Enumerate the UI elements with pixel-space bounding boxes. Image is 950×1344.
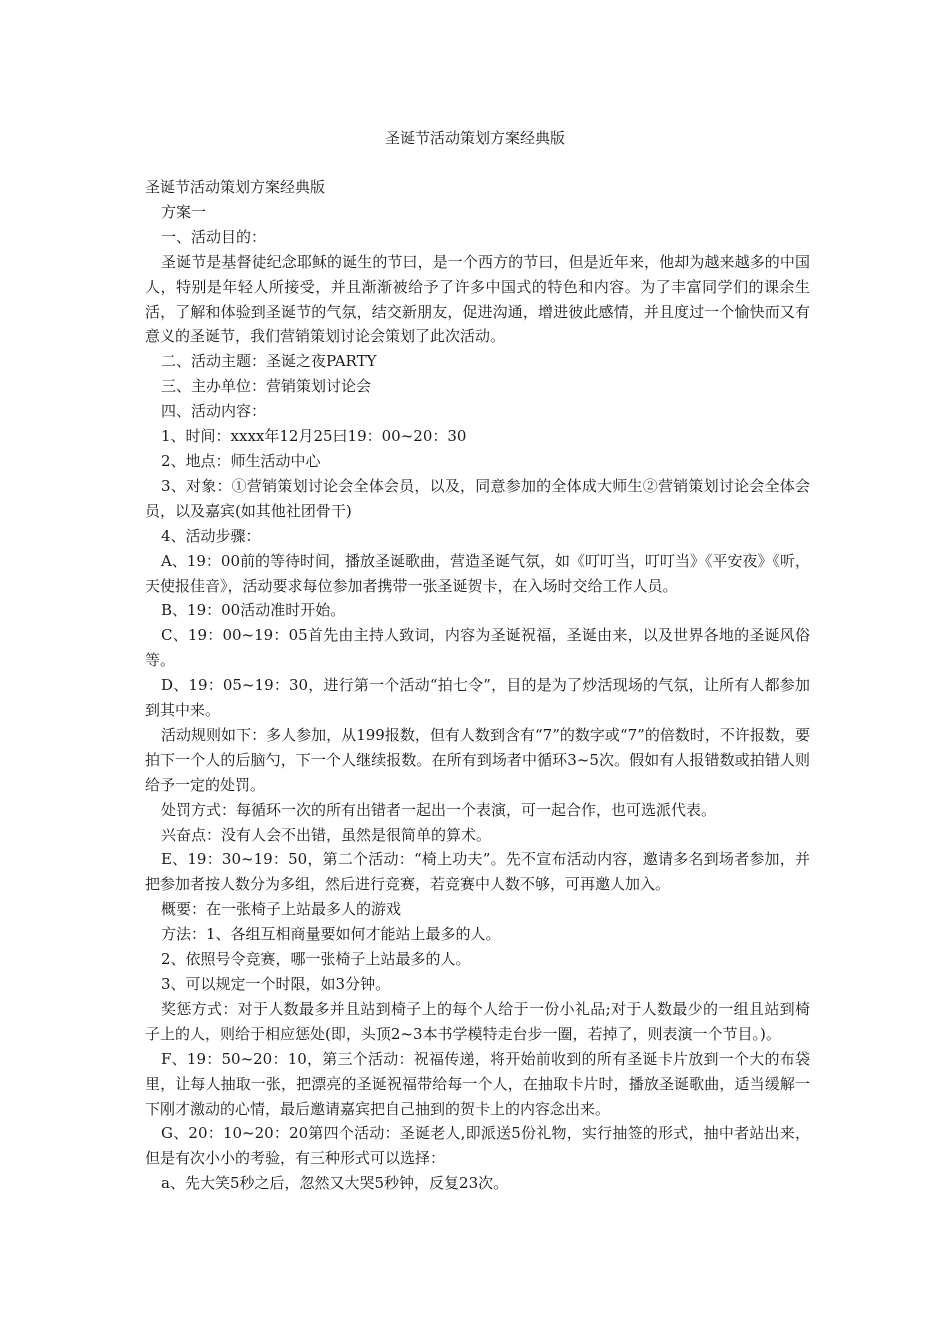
paragraph: 概要：在一张椅子上站最多人的游戏	[161, 900, 402, 919]
paragraph: 2、依照号令竞赛，哪一张椅子上站最多的人。	[161, 950, 471, 969]
paragraph: G、20：10~20：20第四个活动：圣诞老人,即派送5份礼物，实行抽签的形式，抽中者站出来，但是有次小小的考验，有三种形式可以选择：	[145, 1124, 810, 1168]
paragraph: 圣诞节是基督徒纪念耶稣的诞生的节曰，是一个西方的节曰，但是近年来，他却为越来越多的中国人，特别是年轻人所接受，并且渐渐被给予了许多中国式的特色和内容。为了丰富同学们的课余生活，了解和体验到圣诞节的气氛，结交新朋友，促进沟通，增进彼此感情，并且度过一个愉快而又有意义的圣诞节，我们营销策划讨论会策划了此次活动。	[145, 252, 810, 346]
paragraph: B、19：00活动准时开始。	[161, 601, 346, 620]
document-title: 圣诞节活动策划方案经典版	[384, 129, 565, 147]
paragraph: A、19：00前的等待时间，播放圣诞歌曲，营造圣诞气氛，如《叮叮当，叮叮当》《平安夜》《听，天使报佳音》，活动要求每位参加者携带一张圣诞贺卡，在入场时交给工作人员。	[145, 551, 811, 595]
paragraph: 2、地点：师生活动中心	[161, 451, 321, 470]
paragraph: 四、活动内容：	[161, 402, 267, 421]
paragraph: C、19：00~19：05首先由主持人致词，内容为圣诞祝福，圣诞由来，以及世界各地的圣诞风俗等。	[145, 626, 810, 670]
paragraph: a、先大笑5秒之后，忽然又大哭5秒钟，反复23次。	[161, 1174, 509, 1193]
document-body	[145, 175, 810, 1196]
paragraph: 活动规则如下：多人参加，从199报数，但有人数到含有“7”的数字或“7”的倍数时，不许报数，要拍下一个人的后脑勺，下一个人继续报数。在所有到场者中循环3~5次。假如有人报错数或拍错人则给予一定的处罚。	[145, 725, 810, 794]
paragraph: 兴奋点：没有人会不出错，虽然是很简单的算术。	[161, 825, 492, 844]
paragraph: E、19：30~19：50，第二个活动：“椅上功夫”。先不宣布活动内容，邀请多名到场者参加，并把参加者按人数分为多组，然后进行竞赛，若竞赛中人数不够，可再邀人加入。	[145, 850, 810, 894]
paragraph: 三、主办单位：营销策划讨论会	[161, 377, 372, 396]
paragraph: 二、活动主题：圣诞之夜PARTY	[161, 352, 377, 371]
paragraph: 圣诞节活动策划方案经典版	[145, 178, 326, 196]
paragraph: 3、可以规定一个时限，如3分钟。	[161, 975, 391, 993]
paragraph: D、19：05~19：30，进行第一个活动“拍七令”，目的是为了炒活现场的气氛，让所有人都参加到其中来。	[145, 676, 810, 720]
paragraph: F、19：50~20：10，第三个活动：祝福传递，将开始前收到的所有圣诞卡片放到一个大的布袋里，让每人抽取一张，把漂亮的圣诞祝福带给每一个人，在抽取卡片时，播放圣诞歌曲，适当缓解一下刚才激动的心情，最后邀请嘉宾把自己抽到的贺卡上的内容念出来。	[145, 1049, 810, 1118]
paragraph: 方法：1、各组互相商量要如何才能站上最多的人。	[161, 925, 501, 944]
paragraph: 奖惩方式：对于人数最多并且站到椅子上的每个人给于一份小礼品;对于人数最少的一组且站到椅子上的人，则给于相应惩处(即，头顶2~3本书学模特走台步一圈，若掉了，则表演一个节目。)。	[145, 999, 810, 1043]
paragraph: 处罚方式：每循环一次的所有出错者一起出一个表演，可一起合作，也可选派代表。	[161, 800, 717, 819]
paragraph: 4、活动步骤：	[161, 526, 261, 545]
paragraph: 3、对象：①营销策划讨论会全体会员，以及，同意参加的全体成大师生②营销策划讨论会全体会员，以及嘉宾(如其他社团骨干)	[145, 476, 810, 520]
paragraph: 一、活动目的：	[161, 227, 267, 246]
paragraph: 方案一	[161, 202, 207, 221]
paragraph: 1、时间：xxxx年12月25曰19：00~20：30	[161, 427, 467, 446]
